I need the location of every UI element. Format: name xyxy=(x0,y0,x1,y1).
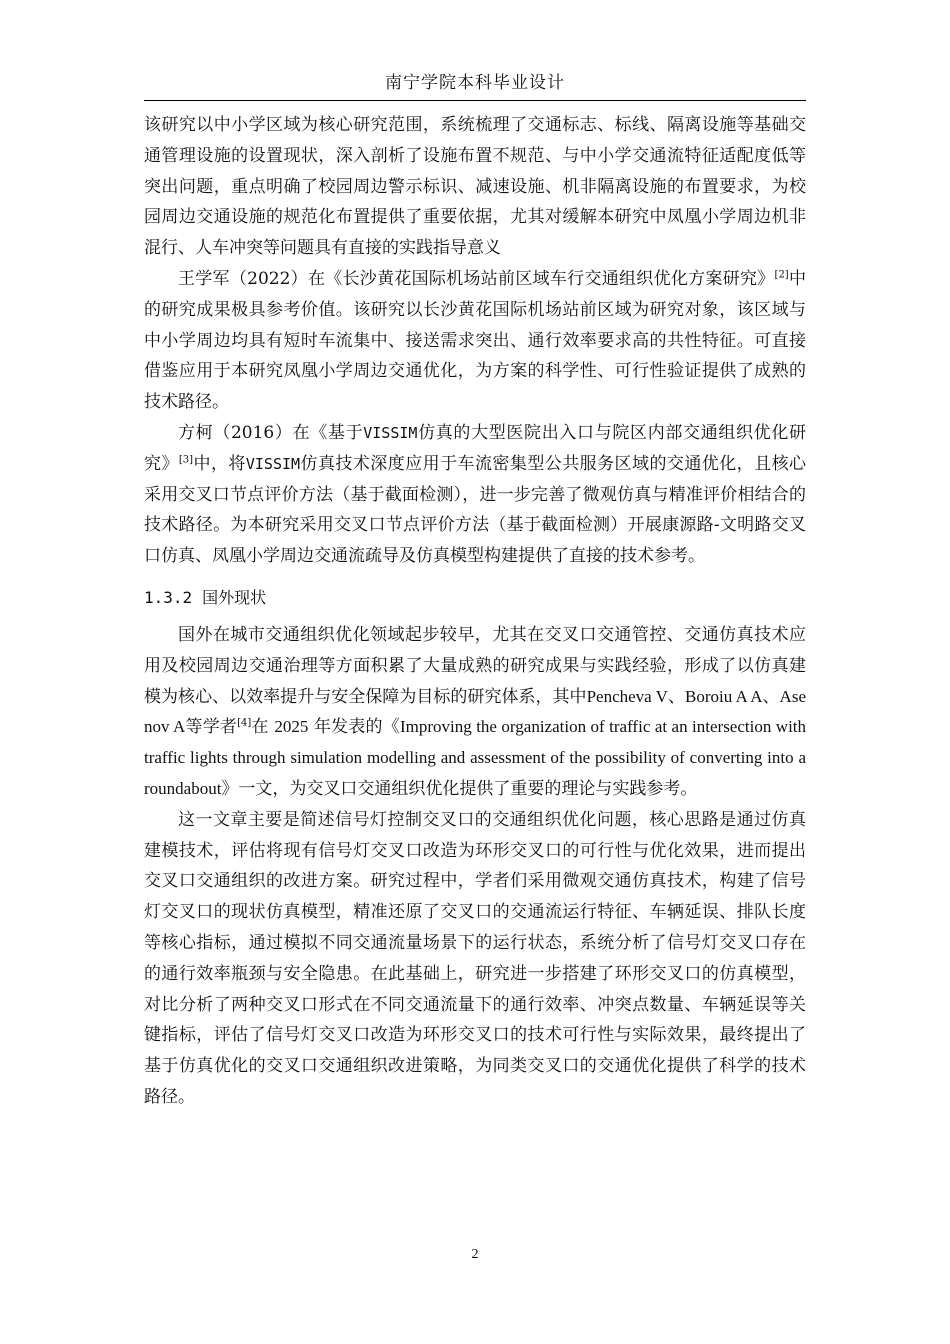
paragraph-4-text-d: 年发表的《 xyxy=(313,717,400,738)
section-heading xyxy=(144,584,806,612)
citation-2: [2] xyxy=(774,269,789,281)
paragraph-4-text-c: 在 xyxy=(251,717,269,738)
paragraph-2-text-b: 中的研究成果极具参考价值。该研究以长沙黄花国际机场站前区域为研究对象，该区域与中小学周边均具有短时车流集中、接送需求突出、通行效率要求高的共性特征。可直接借鉴应用于本研究凤凰小学周边交通优化，为方案的科学性、可行性验证提供了成熟的技术路径。 xyxy=(144,268,806,413)
paragraph-3-vissim-b: VISSIM xyxy=(245,454,301,473)
paragraph-4-text-e: 》一文，为交叉口交通组织优化提供了重要的理论与实践参考。 xyxy=(221,778,698,799)
paragraph-4-text-b: 等学者 xyxy=(185,717,238,738)
paragraph-4-text-a: 国外在城市交通组织优化领域起步较早，尤其在交叉口交通管控、交通仿真技术应用及校园周边交通治理等方面积累了大量成熟的研究成果与实践经验，形成了以仿真建模为核心、以效率提升与安全保障为目标的研究体系，其中 xyxy=(144,624,806,707)
paragraph-2-text-a: 王学军（2022）在《长沙黄花国际机场站前区域车行交通组织优化方案研究》 xyxy=(178,268,775,289)
section-number: 1.3.2 xyxy=(144,587,193,607)
paragraph-3-text-a: 方柯（2016）在《基于 xyxy=(178,422,364,443)
section-title: 国外现状 xyxy=(202,587,267,607)
paragraph-1: 该研究以中小学区域为核心研究范围，系统梳理了交通标志、标线、隔离设施等基础交通管理设施的设置现状，深入剖析了设施布置不规范、与中小学交通流特征适配度低等突出问题，重点明确了校园周边警示标识、减速设施、机非隔离设施的布置要求，为校园周边交通设施的规范化布置提供了重要依据，尤其对缓解本研究中凤凰小学周边机非混行、人车冲突等问题具有直接的实践指导意义 xyxy=(144,115,806,259)
paragraph-3-text-d: 仿真技术深度应用于车流密集型公共服务区域的交通优化，且核心采用交叉口节点评价方法（基于截面检测），进一步完善了微观仿真与精准评价相结合的技术路径。为本研究采用交叉口节点评价方法（基于截面检测）开展康源路-文明路交叉口仿真、凤凰小学周边交通流疏导及仿真模型构建提供了直接的技术参考。 xyxy=(144,453,807,567)
paragraph-2 xyxy=(144,264,806,418)
paragraph-3-vissim-a: VISSIM xyxy=(363,423,418,442)
citation-4: [4] xyxy=(237,717,252,729)
paragraph-3-text-b: 仿真的大型医院出入口与院区内部交通组织优化研究》 xyxy=(144,422,807,474)
paragraph-4-year: 2025 xyxy=(274,717,309,737)
paragraph-3-text-c: 中，将 xyxy=(193,453,246,474)
paragraph-5: 这一文章主要是简述信号灯控制交叉口的交通组织优化问题，核心思路是通过仿真建模技术，评估将现有信号灯交叉口改造为环形交叉口的可行性与优化效果，进而提出交叉口交通组织的改进方案。研究过程中，学者们采用微观交通仿真技术，构建了信号灯交叉口的现状仿真模型，精准还原了交叉口的交通流运行特征、车辆延误、排队长度等核心指标，通过模拟不同交通流量场景下的运行状态，系统分析了信号灯交叉口存在的通行效率瓶颈与安全隐患。在此基础上，研究进一步搭建了环形交叉口的仿真模型，对比分析了两种交叉口形式在不同交通流量下的通行效率、冲突点数量、车辆延误等关键指标，评估了信号灯交叉口改造为环形交叉口的技术可行性与实际效果，最终提出了基于仿真优化的交叉口交通组织改进策略，为同类交叉口的交通优化提供了科学的技术路径。 xyxy=(144,809,806,1107)
citation-3: [3] xyxy=(178,454,194,466)
paragraph-4 xyxy=(144,620,806,805)
paragraph-4-paper-title: Improving the organization of traffic at an intersection with traffic lights through simulation modelling and assessment of the possibility of converting into a roundabout xyxy=(144,717,807,798)
page-number: 2 xyxy=(471,1247,479,1262)
header-rule xyxy=(144,100,806,101)
body-text xyxy=(144,110,806,1113)
paragraph-4-authors: Pencheva V、Boroiu A A、Asenov A xyxy=(144,686,806,737)
page-header-title: 南宁学院本科毕业设计 xyxy=(385,73,565,93)
paragraph-3 xyxy=(144,418,806,572)
